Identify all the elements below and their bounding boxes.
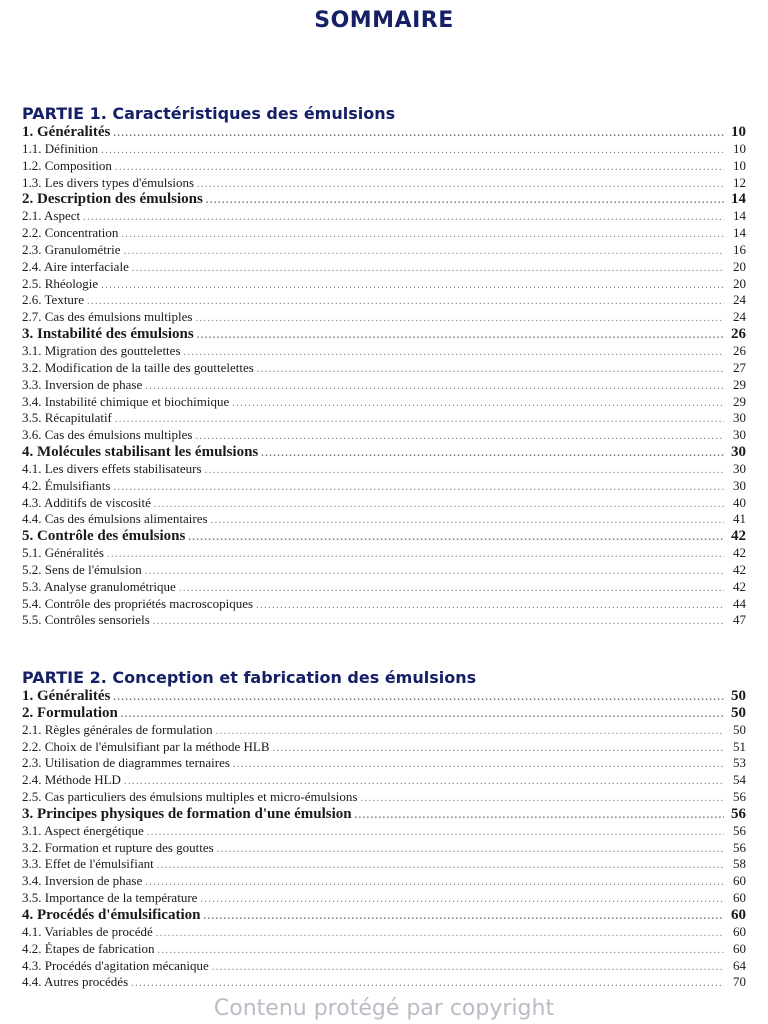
toc-subsection-row[interactable] [22, 343, 746, 360]
toc-subsection-row[interactable] [22, 873, 746, 890]
toc-subsection-row[interactable] [22, 175, 746, 192]
toc-entry-label: 2. Description des émulsions [22, 191, 203, 208]
toc-subsection-row[interactable] [22, 924, 746, 941]
toc-subsection-row[interactable] [22, 772, 746, 789]
dot-leader [113, 690, 724, 705]
dot-leader [273, 741, 725, 756]
dot-leader [121, 227, 724, 242]
toc-entry-label: 3. Instabilité des émulsions [22, 326, 194, 343]
dot-leader [83, 210, 724, 225]
toc-entries [22, 688, 746, 991]
toc-subsection-row[interactable] [22, 823, 746, 840]
toc-page-number: 56 [733, 822, 746, 838]
toc-subsection-row[interactable] [22, 789, 746, 806]
toc-entry-label: 2.2. Concentration [22, 225, 119, 241]
toc-entry-label: 5.4. Contrôle des propriétés macroscopiques [22, 595, 254, 611]
dot-leader [195, 429, 724, 444]
dot-leader [115, 412, 724, 427]
toc-entry-label: 2.4. Méthode HLD [22, 772, 121, 788]
toc-entry-label: 5.5. Contrôles sensoriels [22, 612, 150, 628]
dot-leader [355, 808, 724, 823]
toc-subsection-row[interactable] [22, 225, 746, 242]
toc-page-number: 44 [733, 595, 746, 611]
dot-leader [113, 126, 724, 141]
toc-part-1 [22, 104, 746, 629]
toc-subsection-row[interactable] [22, 242, 746, 259]
toc-page-number: 20 [733, 275, 746, 291]
toc-subsection-row[interactable] [22, 739, 746, 756]
dot-leader [197, 177, 724, 192]
dot-leader [212, 960, 724, 975]
toc-page-number: 56 [733, 839, 746, 855]
toc-subsection-row[interactable] [22, 840, 746, 857]
toc-page-number: 42 [733, 561, 746, 577]
dot-leader [87, 294, 724, 309]
toc-section-row[interactable] [22, 806, 746, 823]
toc-entry-label: 3.3. Effet de l'émulsifiant [22, 856, 154, 872]
toc-entry-label: 2. Formulation [22, 704, 118, 721]
toc-subsection-row[interactable] [22, 495, 746, 512]
toc-page-number: 58 [733, 856, 746, 872]
dot-leader [197, 328, 724, 343]
toc-entry-label: 4.1. Les divers effets stabilisateurs [22, 460, 202, 476]
toc-subsection-row[interactable] [22, 158, 746, 175]
toc-part-2 [22, 668, 746, 991]
toc-subsection-row[interactable] [22, 394, 746, 411]
toc-entry-label: 3.1. Migration des gouttelettes [22, 342, 181, 358]
toc-page-number: 14 [731, 191, 746, 208]
toc-page-number: 56 [733, 789, 746, 805]
toc-entry-label: 5. Contrôle des émulsions [22, 528, 186, 545]
toc-page-number: 70 [733, 974, 746, 990]
toc-page-number: 50 [731, 688, 746, 704]
toc-entry-label: 4.3. Additifs de viscosité [22, 494, 151, 510]
dot-leader [121, 707, 724, 722]
toc-page-number: 29 [733, 376, 746, 392]
dot-leader [200, 892, 724, 907]
toc-subsection-row[interactable] [22, 208, 746, 225]
toc-entry-label: 4. Procédés d'émulsification [22, 906, 201, 923]
dot-leader [156, 926, 724, 941]
dot-leader [233, 757, 724, 772]
toc-page-number: 14 [733, 208, 746, 224]
toc-section-row[interactable] [22, 705, 746, 722]
dot-leader [145, 875, 724, 890]
toc-subsection-row[interactable] [22, 276, 746, 293]
dot-leader [153, 614, 724, 629]
copyright-watermark: Contenu protégé par copyright [213, 996, 555, 1021]
toc-entry-label: 2.1. Règles générales de formulation [22, 721, 213, 737]
toc-page-number: 30 [731, 444, 746, 461]
toc-subsection-row[interactable] [22, 292, 746, 309]
toc-subsection-row[interactable] [22, 360, 746, 377]
toc-subsection-row[interactable] [22, 562, 746, 579]
toc-page-number: 42 [733, 545, 746, 561]
toc-page-number: 24 [733, 309, 746, 325]
toc-section-row[interactable] [22, 528, 746, 545]
dot-leader [157, 858, 724, 873]
toc-entry-label: 4.2. Émulsifiants [22, 477, 111, 493]
toc-page-number: 14 [733, 225, 746, 241]
toc-page-number: 30 [733, 477, 746, 493]
toc-subsection-row[interactable] [22, 141, 746, 158]
toc-page-number: 26 [733, 342, 746, 358]
toc-subsection-row[interactable] [22, 427, 746, 444]
toc-entry-label: 3.2. Formation et rupture des gouttes [22, 839, 214, 855]
toc-subsection-row[interactable] [22, 511, 746, 528]
toc-page-number: 20 [733, 258, 746, 274]
toc-page-number: 42 [731, 528, 746, 545]
toc-page-number: 27 [733, 359, 746, 375]
toc-subsection-row[interactable] [22, 612, 746, 629]
toc-entry-label: 2.1. Aspect [22, 208, 81, 224]
toc-subsection-row[interactable] [22, 755, 746, 772]
toc-entry-label: 2.4. Aire interfaciale [22, 258, 129, 274]
toc-entry-label: 5.1. Généralités [22, 545, 104, 561]
dot-leader [261, 446, 724, 461]
part-title: PARTIE 1. Caractéristiques des émulsions [22, 104, 396, 123]
part-title: PARTIE 2. Conception et fabrication des émulsions [22, 668, 477, 687]
dot-leader [154, 497, 724, 512]
toc-subsection-row[interactable] [22, 377, 746, 394]
dot-leader [145, 564, 724, 579]
toc-page-number: 41 [733, 511, 746, 527]
toc-entry-label: 2.3. Utilisation de diagrammes ternaires [22, 755, 230, 771]
toc-page-number: 60 [733, 873, 746, 889]
toc-entry-label: 2.6. Texture [22, 292, 85, 308]
toc-section-row[interactable] [22, 907, 746, 924]
toc-page-number: 10 [731, 124, 746, 140]
toc-entry-label: 3. Principes physiques de formation d'une émulsion [22, 805, 352, 822]
toc-page-number: 16 [733, 241, 746, 257]
toc-page-number: 30 [733, 427, 746, 443]
toc-page-number: 30 [733, 410, 746, 426]
dot-leader [147, 825, 724, 840]
toc-entry-label: 1. Généralités [22, 124, 111, 140]
toc-entry-label: 2.5. Rhéologie [22, 275, 99, 291]
toc-page-number: 51 [733, 738, 746, 754]
toc-subsection-row[interactable] [22, 958, 746, 975]
toc-entry-label: 3.6. Cas des émulsions multiples [22, 427, 193, 443]
dot-leader [206, 193, 724, 208]
toc-entry-label: 3.4. Inversion de phase [22, 873, 143, 889]
toc-page-number: 60 [733, 940, 746, 956]
toc-subsection-row[interactable] [22, 478, 746, 495]
dot-leader [145, 379, 724, 394]
toc-subsection-row[interactable] [22, 722, 746, 739]
dot-leader [132, 261, 724, 276]
toc-page-number: 24 [733, 292, 746, 308]
dot-leader [101, 278, 724, 293]
toc-entry-label: 3.3. Inversion de phase [22, 376, 143, 392]
toc-entry-label: 4.4. Autres procédés [22, 974, 129, 990]
toc-subsection-row[interactable] [22, 461, 746, 478]
toc-entries [22, 124, 746, 629]
dot-leader [101, 143, 724, 158]
toc-entry-label: 5.2. Sens de l'émulsion [22, 561, 142, 577]
dot-leader [360, 791, 724, 806]
dot-leader [157, 943, 724, 958]
dot-leader [113, 480, 724, 495]
dot-leader [211, 513, 724, 528]
toc-entry-label: 5.3. Analyse granulométrique [22, 578, 176, 594]
toc-page-number: 64 [733, 957, 746, 973]
toc-page-number: 47 [733, 612, 746, 628]
page-title: SOMMAIRE [314, 8, 454, 33]
toc-page-number: 50 [731, 704, 746, 721]
toc-entry-label: 3.4. Instabilité chimique et biochimique [22, 393, 230, 409]
toc-page-number: 26 [731, 326, 746, 343]
dot-leader [205, 463, 724, 478]
toc-page-number: 12 [733, 174, 746, 190]
dot-leader [124, 244, 724, 259]
toc-subsection-row[interactable] [22, 410, 746, 427]
toc-page-number: 56 [731, 805, 746, 822]
toc-section-row[interactable] [22, 444, 746, 461]
toc-entry-label: 2.5. Cas particuliers des émulsions multiples et micro-émulsions [22, 789, 358, 805]
toc-page-number: 60 [733, 923, 746, 939]
toc-entry-label: 4.1. Variables de procédé [22, 923, 153, 939]
dot-leader [203, 909, 724, 924]
dot-leader [195, 311, 724, 326]
dot-leader [107, 547, 724, 562]
toc-subsection-row[interactable] [22, 941, 746, 958]
toc-page-number: 30 [733, 460, 746, 476]
toc-entry-label: 3.2. Modification de la taille des gouttelettes [22, 359, 254, 375]
toc-subsection-row[interactable] [22, 974, 746, 991]
toc-entry-label: 4.2. Étapes de fabrication [22, 940, 155, 956]
dot-leader [188, 530, 724, 545]
toc-subsection-row[interactable] [22, 309, 746, 326]
toc-entry-label: 3.1. Aspect énergétique [22, 822, 144, 838]
toc-entry-label: 1. Généralités [22, 688, 111, 704]
dot-leader [124, 774, 724, 789]
dot-leader [257, 362, 724, 377]
dot-leader [256, 598, 724, 613]
toc-page-number: 42 [733, 578, 746, 594]
toc-section-row[interactable] [22, 124, 746, 141]
toc-entry-label: 1.2. Composition [22, 157, 112, 173]
toc-entry-label: 4. Molécules stabilisant les émulsions [22, 444, 259, 461]
toc-page-number: 29 [733, 393, 746, 409]
toc-page-number: 54 [733, 772, 746, 788]
toc-entry-label: 4.4. Cas des émulsions alimentaires [22, 511, 208, 527]
toc-section-row[interactable] [22, 326, 746, 343]
dot-leader [179, 581, 724, 596]
toc-entry-label: 2.2. Choix de l'émulsifiant par la méthode HLB [22, 738, 270, 754]
toc-entry-label: 2.7. Cas des émulsions multiples [22, 309, 193, 325]
toc-entry-label: 1.1. Définition [22, 140, 99, 156]
dot-leader [184, 345, 724, 360]
dot-leader [217, 842, 724, 857]
toc-section-row[interactable] [22, 191, 746, 208]
toc-page-number: 50 [733, 721, 746, 737]
toc-subsection-row[interactable] [22, 545, 746, 562]
toc-page-number: 10 [733, 157, 746, 173]
toc-page-number: 10 [733, 140, 746, 156]
dot-leader [131, 976, 724, 991]
toc-section-row[interactable] [22, 688, 746, 705]
toc-page-number: 53 [733, 755, 746, 771]
toc-subsection-row[interactable] [22, 596, 746, 613]
dot-leader [216, 724, 724, 739]
toc-page-number: 60 [731, 906, 746, 923]
toc-page-number: 60 [733, 890, 746, 906]
toc-entry-label: 3.5. Récapitulatif [22, 410, 112, 426]
toc-subsection-row[interactable] [22, 856, 746, 873]
toc-entry-label: 3.5. Importance de la température [22, 890, 198, 906]
toc-subsection-row[interactable] [22, 890, 746, 907]
toc-subsection-row[interactable] [22, 579, 746, 596]
dot-leader [232, 396, 724, 411]
dot-leader [115, 160, 724, 175]
toc-subsection-row[interactable] [22, 259, 746, 276]
toc-entry-label: 2.3. Granulométrie [22, 241, 121, 257]
toc-entry-label: 4.3. Procédés d'agitation mécanique [22, 957, 209, 973]
toc-entry-label: 1.3. Les divers types d'émulsions [22, 174, 195, 190]
toc-page-number: 40 [733, 494, 746, 510]
